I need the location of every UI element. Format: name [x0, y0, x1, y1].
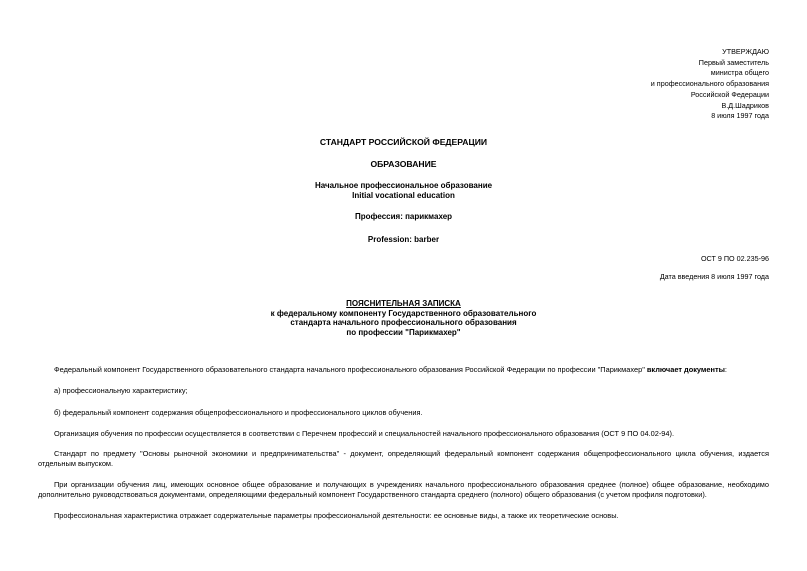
approval-line-approve: УТВЕРЖДАЮ [722, 47, 769, 56]
section-title: ОБРАЗОВАНИЕ [370, 159, 437, 169]
paragraph-characteristic: Профессиональная характеристика отражает содержательные параметры профессиональной деятельности: ее основные виды, а также их теоретические основы. [54, 511, 619, 520]
paragraph-item-a: а) профессиональную характеристику; [54, 386, 188, 395]
subtitle-block [0, 181, 807, 201]
note-title: ПОЯСНИТЕЛЬНАЯ ЗАПИСКА [346, 299, 461, 308]
paragraph-components-end: : [724, 365, 727, 374]
paragraph-secondary: При организации обучения лиц, имеющих основное общее образование и получающих в учреждениях начального профессионального образования среднее (полное) общее образование, необходимо дополнительно руководствоваться документами, определяющими федеральный компонент Государственного стандарта среднего (полного) общего образования (с учетом профиля подготовки). [38, 480, 769, 499]
paragraph-economics: Стандарт по предмету "Основы рыночной экономики и предпринимательства" - документ, определяющий федеральный компонент содержания общепрофессионального цикла обучения, издается отдельным выпуском. [38, 449, 769, 468]
paragraph-components-text: Федеральный компонент Государственного образовательного стандарта начального профессионального образования Российской Федерации по профессии "Парикмахер" [54, 365, 647, 374]
subtitle-en: Initial vocational education [352, 191, 455, 200]
approval-line-date: 8 июля 1997 года [711, 111, 769, 121]
profession-en: Profession: barber [367, 235, 440, 244]
paragraph-components-bold: включает документы [646, 365, 725, 374]
profession-ru: Профессия: парикмахер [354, 212, 453, 221]
subtitle-ru: Начальное профессиональное образование [314, 181, 493, 190]
standard-title: СТАНДАРТ РОССИЙСКОЙ ФЕДЕРАЦИИ [319, 137, 488, 147]
approval-line-country: Российской Федерации [690, 89, 769, 99]
introduction-date: Дата введения 8 июля 1997 года [659, 272, 769, 281]
paragraph-organization: Организация обучения по профессии осуществляется в соответствии с Перечнем профессий и специальностей начального профессионального образования (ОСТ 9 ПО 04.02-94). [54, 429, 675, 438]
note-line-2: стандарта начального профессионального образования [290, 318, 517, 328]
standard-code: ОСТ 9 ПО 02.235-96 [700, 254, 769, 263]
approval-line-ministry: министра общего [710, 68, 769, 78]
explanatory-note-heading [0, 299, 807, 337]
paragraph-components [38, 365, 769, 375]
approval-line-position: Первый заместитель [698, 57, 769, 67]
approval-line-ministry-cont: и профессионального образования [650, 79, 769, 89]
approval-line-signer: В.Д.Шадриков [721, 100, 769, 110]
note-line-3: по профессии "Парикмахер" [346, 327, 461, 337]
approval-block [651, 47, 769, 122]
note-line-1: к федеральному компоненту Государственного образовательного [270, 308, 537, 318]
paragraph-item-b: б) федеральный компонент содержания общепрофессионального и профессионального циклов обучения. [54, 408, 423, 417]
